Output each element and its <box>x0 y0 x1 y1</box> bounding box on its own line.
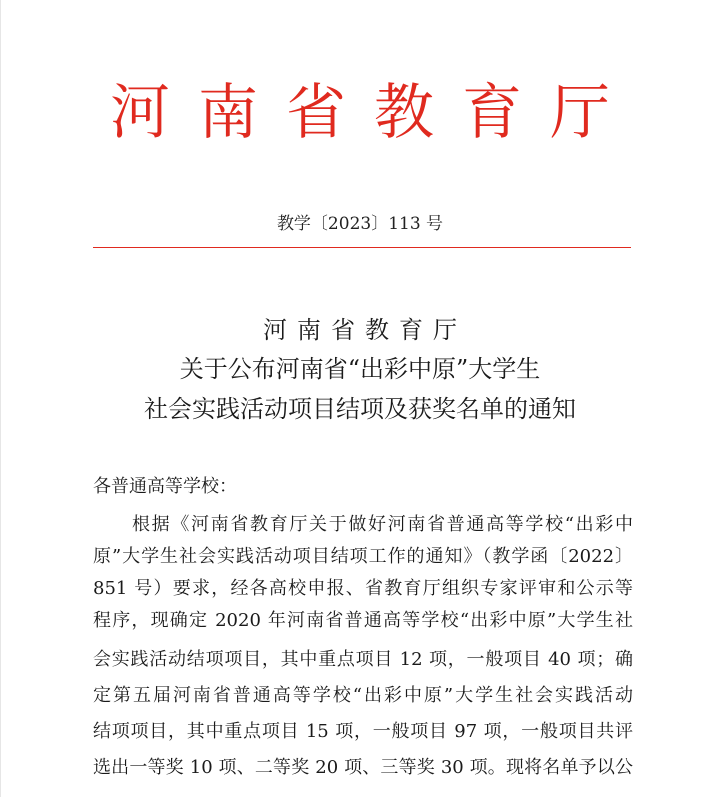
issuer-masthead: 河南省教育厅 <box>110 78 638 148</box>
title-line-3: 社会实践活动项目结项及获奖名单的通知 <box>144 395 576 423</box>
body-text-line: 结项项目，其中重点项目 15 项，一般项目 97 项，一般项目共评 <box>93 721 633 742</box>
body-text-line: 选出一等奖 10 项、二等奖 20 项、三等奖 30 项。现将名单予以公 <box>93 757 633 778</box>
title-line-1: 河南省教育厅 <box>263 316 467 344</box>
red-divider-line <box>93 247 631 248</box>
body-text-line: 会实践活动结项项目，其中重点项目 12 项，一般项目 40 项；确 <box>93 649 633 670</box>
body-text-line: 原”大学生社会实践活动项目结项工作的通知》（教学函〔2022〕 <box>93 546 633 567</box>
body-text-line: 根据《河南省教育厅关于做好河南省普通高等学校“出彩中 <box>132 514 633 535</box>
salutation: 各普通高等学校： <box>93 476 237 497</box>
body-text-line: 851 号）要求，经各高校申报、省教育厅组织专家评审和公示等 <box>93 578 633 599</box>
title-line-2: 关于公布河南省“出彩中原”大学生 <box>179 355 541 383</box>
body-text-line: 定第五届河南省普通高等学校“出彩中原”大学生社会实践活动 <box>93 685 633 706</box>
document-number: 教学〔2023〕113 号 <box>276 214 444 234</box>
body-text-line: 程序，现确定 2020 年河南省普通高等学校“出彩中原”大学生社 <box>93 610 633 631</box>
